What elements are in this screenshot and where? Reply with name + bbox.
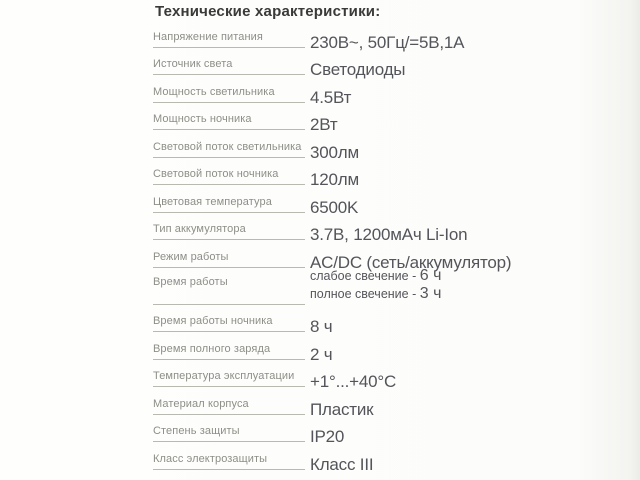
spec-label: Цветовая температура <box>153 196 305 213</box>
table-row <box>153 387 498 419</box>
spec-label: Температура эксплуатации <box>153 370 305 387</box>
spec-value: 6500K <box>310 197 359 217</box>
spec-value: Пластик <box>310 399 374 419</box>
spec-label: Время полного заряда <box>153 343 305 360</box>
spec-value: +1°...+40°C <box>310 372 397 391</box>
spec-value-number: 6 ч <box>419 266 442 284</box>
spec-label: Время работы ночника <box>153 315 305 332</box>
spec-label: Мощность ночника <box>153 113 305 130</box>
table-row <box>153 48 498 79</box>
spec-value <box>310 267 441 303</box>
table-row <box>153 20 498 52</box>
spec-table <box>153 3 512 474</box>
spec-value: 4.5Вт <box>310 87 352 107</box>
table-row <box>153 158 498 189</box>
table-row <box>153 240 512 272</box>
spec-label: Время работы <box>153 276 305 305</box>
table-row <box>153 332 498 364</box>
spec-value: 120лм <box>310 170 359 189</box>
spec-value: 3.7В, 1200мАч Li-Ion <box>310 225 468 244</box>
spec-label: Напряжение питания <box>153 31 305 48</box>
spec-value: Класс III <box>310 454 374 474</box>
spec-label: Режим работы <box>153 251 305 268</box>
table-row <box>153 305 498 336</box>
spec-value-number: 3 ч <box>419 284 442 302</box>
spec-label: Материал корпуса <box>153 398 305 415</box>
spec-value: 8 ч <box>310 317 333 336</box>
table-row <box>153 415 498 446</box>
table-row <box>153 360 498 391</box>
spec-value: 230В~, 50Гц/=5В,1А <box>310 32 465 52</box>
table-row <box>153 185 498 217</box>
page-title: Технические характеристики: <box>155 3 381 20</box>
spec-label: Класс электрозащиты <box>153 453 305 470</box>
spec-value: 2 ч <box>310 344 333 364</box>
spec-label: Тип аккумулятора <box>153 223 305 240</box>
spec-label: Источник света <box>153 58 305 75</box>
table-row <box>153 103 498 134</box>
spec-label: Световой поток ночника <box>153 168 305 185</box>
spec-label: Световой поток светильника <box>153 141 305 158</box>
table-row <box>153 213 498 244</box>
spec-value: AC/DC (сеть/аккумулятор) <box>310 252 512 272</box>
spec-value: Светодиоды <box>310 60 406 79</box>
spec-value-text: полное свечение - <box>310 286 420 301</box>
spec-label: Мощность светильника <box>153 86 305 103</box>
table-row <box>153 75 498 107</box>
table-row <box>153 442 498 474</box>
spec-label: Степень защиты <box>153 425 305 442</box>
spec-value: IP20 <box>310 427 345 446</box>
spec-value-line <box>310 285 441 303</box>
spec-value: 300лм <box>310 142 359 162</box>
spec-value-text: слабое свечение - <box>310 268 420 283</box>
spec-value: 2Вт <box>310 115 338 134</box>
table-row <box>153 268 498 305</box>
spec-value-line <box>310 267 441 285</box>
table-row <box>153 130 498 162</box>
